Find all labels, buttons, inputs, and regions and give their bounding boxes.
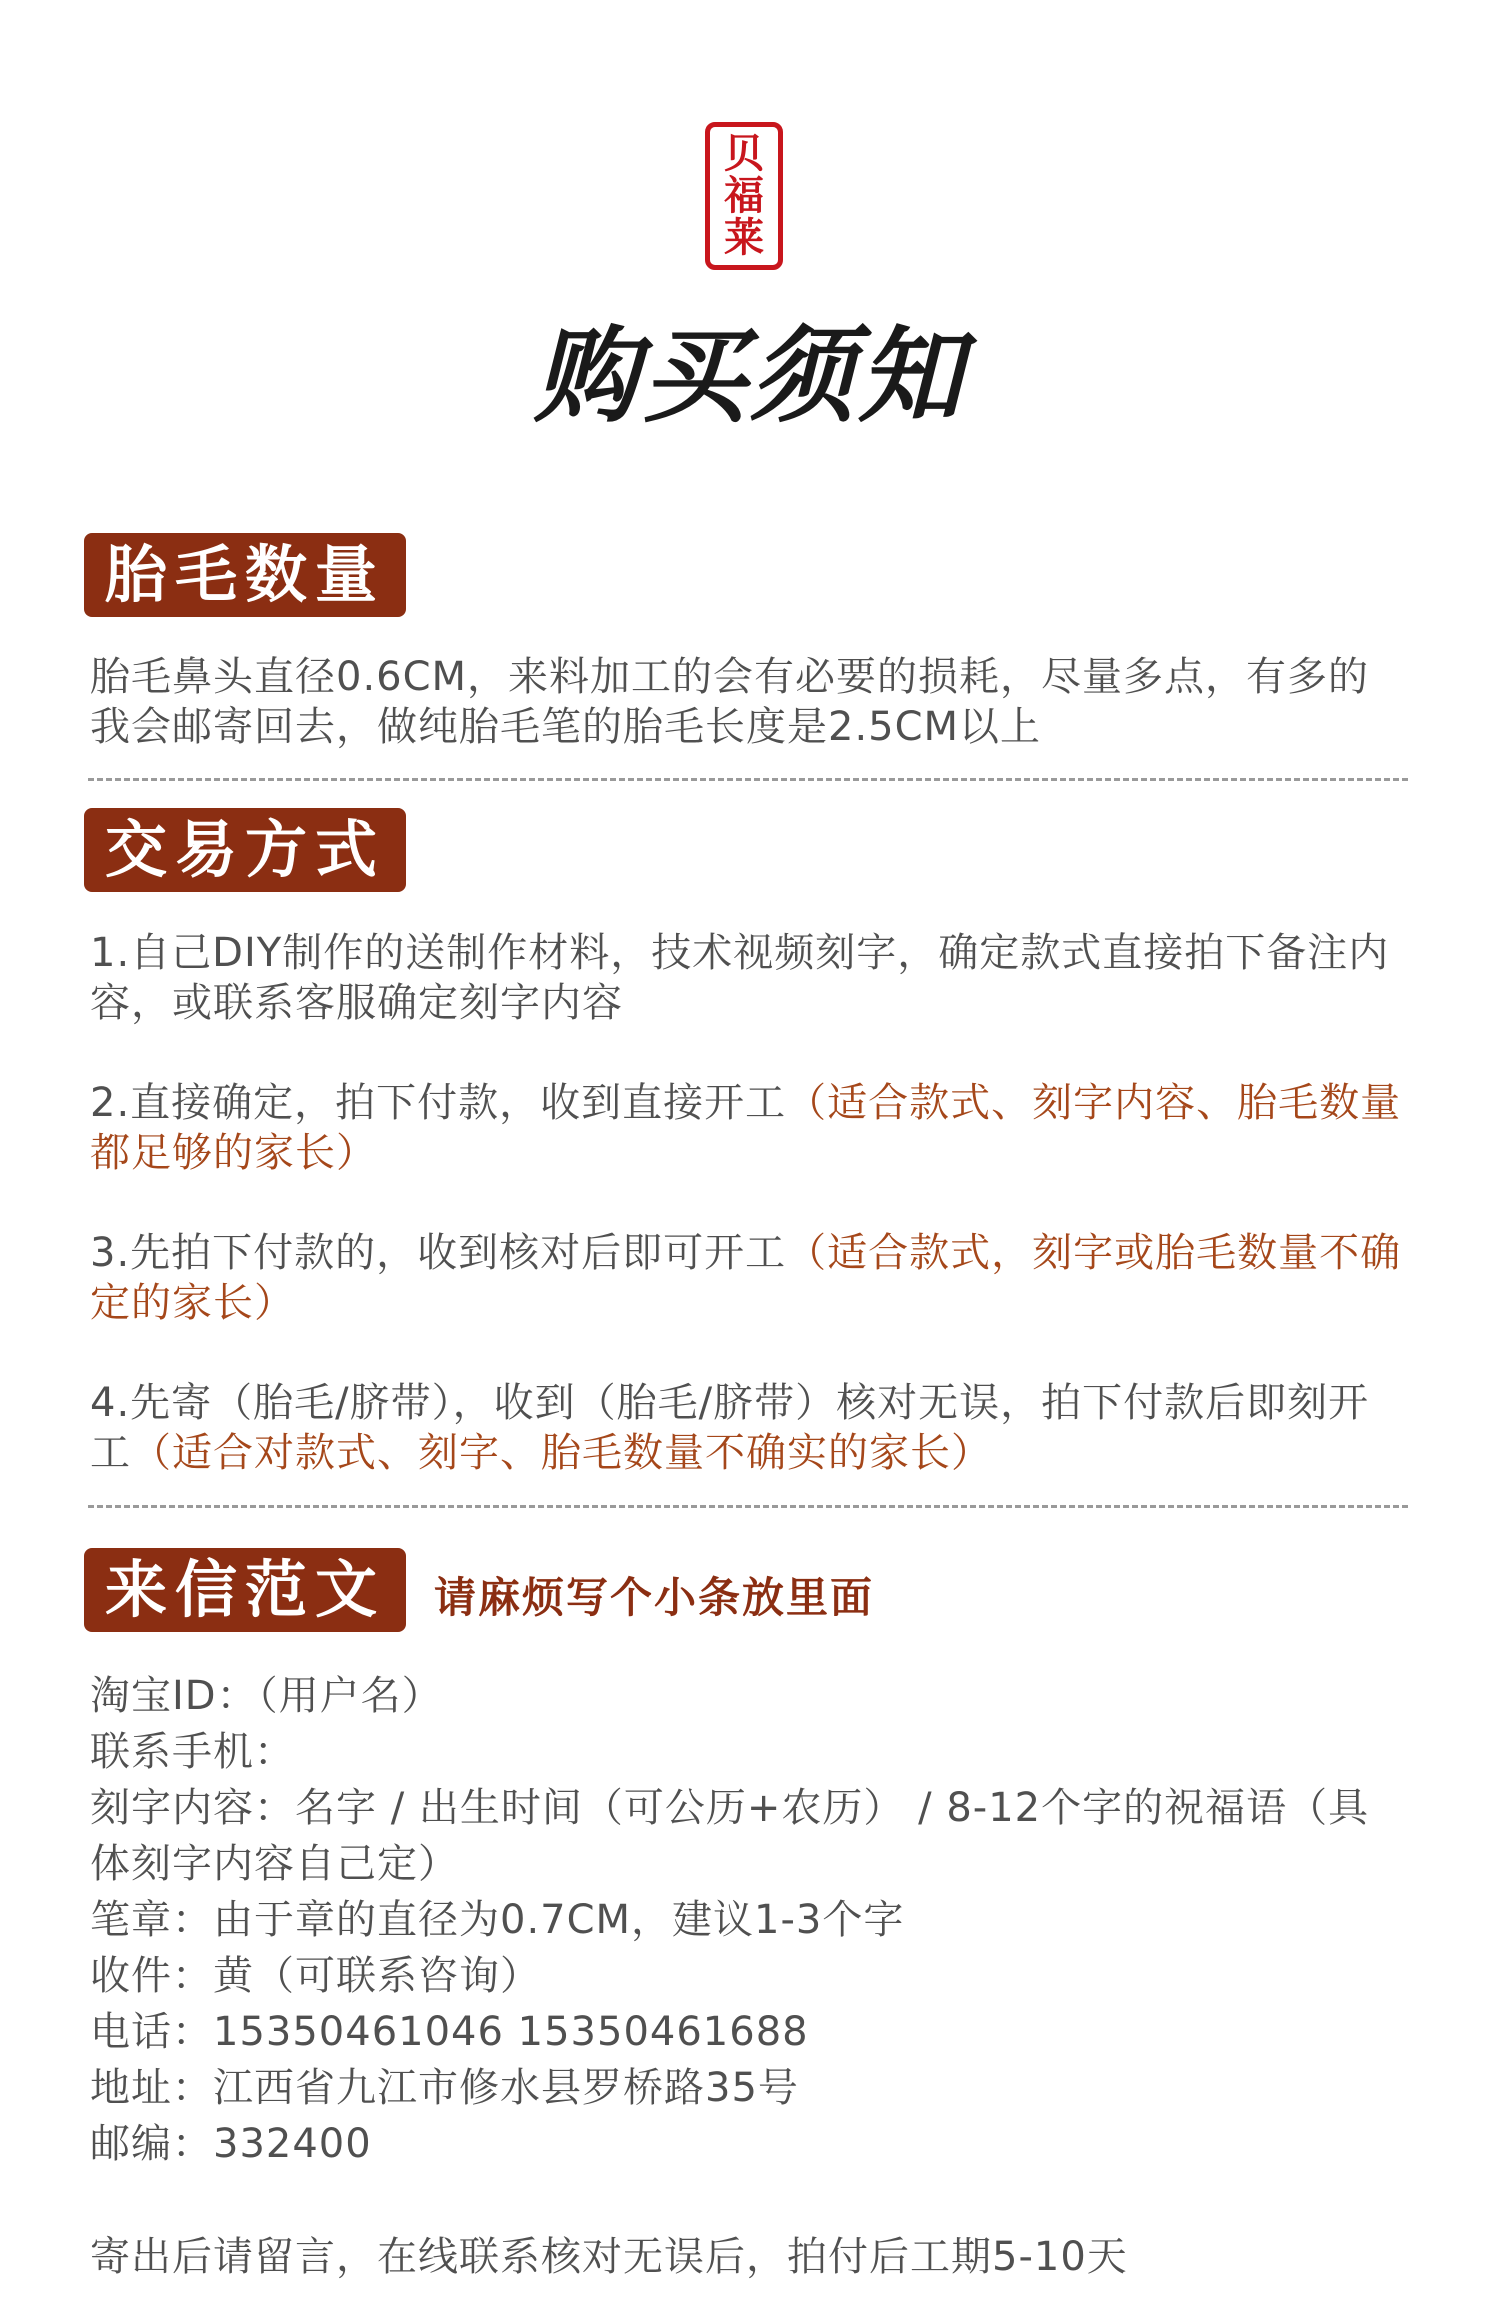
section-badge-letter: 来信范文 [84,1548,406,1632]
letter-line-phone: 联系手机： [90,1729,295,1775]
trade-item-4 [90,1378,1410,1478]
page-title: 购买须知 [533,314,966,437]
letter-footer: 寄出后请留言，在线联系核对无误后，拍付后工期5-10天 [90,2234,1128,2280]
trade-item-main: 1.自己DIY制作的送制作材料，技术视频刻字，确定款式直接拍下备注内容，或联系客服确定刻字内容 [90,930,1390,1026]
letter-line-tel: 电话：15350461046 15350461688 [90,2009,809,2055]
brand-seal-logo [705,122,783,270]
letter-line-taobao: 淘宝ID：（用户名） [90,1673,443,1719]
seal-char: 贝 [724,130,764,177]
seal-char: 莱 [724,214,764,261]
trade-item-main: 4.先寄（胎毛/脐带），收到（胎毛/脐带）核对无误，拍下付款后即刻开工 [90,1380,1370,1476]
letter-line-recipient: 收件：黄（可联系咨询） [90,1953,541,1999]
hair-description: 胎毛鼻头直径0.6CM，来料加工的会有必要的损耗，尽量多点，有多的我会邮寄回去，做纯胎毛笔的胎毛长度是2.5CM以上 [90,654,1370,750]
trade-item-3 [90,1228,1410,1328]
letter-line-seal: 笔章：由于章的直径为0.7CM，建议1-3个字 [90,1897,905,1943]
trade-item-1 [90,928,1410,1028]
letter-line-engraving: 刻字内容：名字 / 出生时间（可公历+农历） / 8-12个字的祝福语（具体刻字内容自己定） [90,1785,1370,1887]
letter-subtitle: 请麻烦写个小条放里面 [434,1573,875,1622]
section-badge-hair: 胎毛数量 [84,533,406,617]
trade-item-note: （适合对款式、刻字、胎毛数量不确实的家长） [131,1430,992,1476]
letter-sample [90,1668,1410,2172]
divider [88,778,1408,781]
trade-item-note: （适合款式、刻字内容、胎毛数量都足够的家长） [90,1080,1402,1176]
letter-line-address: 地址：江西省九江市修水县罗桥路35号 [90,2065,799,2111]
trade-item-main: 2.直接确定，拍下付款，收到直接开工 [90,1080,787,1126]
divider [88,1505,1408,1508]
section-badge-trade: 交易方式 [84,808,406,892]
trade-item-main: 3.先拍下付款的，收到核对后即可开工 [90,1230,787,1276]
letter-line-postcode: 邮编：332400 [90,2121,372,2167]
trade-item-note: （适合款式，刻字或胎毛数量不确定的家长） [90,1230,1402,1326]
trade-item-2 [90,1078,1410,1178]
seal-char: 福 [724,172,764,219]
